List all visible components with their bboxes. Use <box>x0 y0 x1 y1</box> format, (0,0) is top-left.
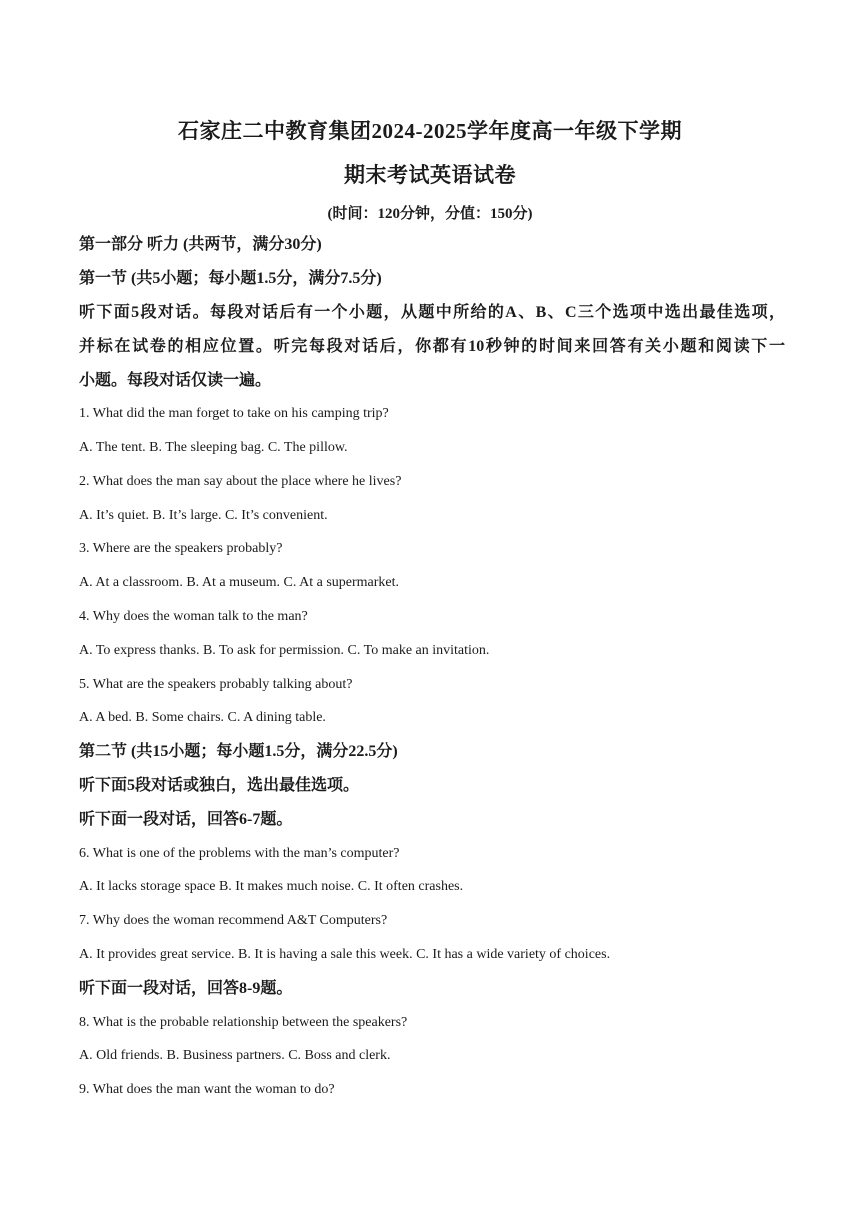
question-1-options: A. The tent. B. The sleeping bag. C. The pillow. <box>79 440 348 455</box>
question-group-6-7-label: 听下面一段对话，回答6-7题。 <box>79 811 293 828</box>
section1-heading: 第一节 (共5小题；每小题1.5分，满分7.5分) <box>79 270 382 287</box>
question-8-stem: 8. What is the probable relationship between the speakers? <box>79 1015 408 1030</box>
question-6-stem: 6. What is one of the problems with the man’s computer? <box>79 846 400 861</box>
exam-title-line2: 期末考试英语试卷 <box>344 163 516 187</box>
section1-instructions-line3: 小题。每段对话仅读一遍。 <box>79 372 272 389</box>
question-7-stem: 7. Why does the woman recommend A&T Computers? <box>79 913 388 928</box>
question-2-stem: 2. What does the man say about the place where he lives? <box>79 474 402 489</box>
question-4-stem: 4. Why does the woman talk to the man? <box>79 609 308 624</box>
section1-instructions-line2: 并标在试卷的相应位置。听完每段对话后，你都有10秒钟的时间来回答有关小题和阅读下一 <box>79 338 785 355</box>
exam-time-score-info: (时间：120分钟，分值：150分) <box>327 206 533 222</box>
question-8-options: A. Old friends. B. Business partners. C. Boss and clerk. <box>79 1048 391 1063</box>
section2-instructions: 听下面5段对话或独白，选出最佳选项。 <box>79 777 360 794</box>
question-4-options: A. To express thanks. B. To ask for permission. C. To make an invitation. <box>79 643 490 658</box>
question-7-options: A. It provides great service. B. It is having a sale this week. C. It has a wide variety of choices. <box>79 947 611 962</box>
part1-heading: 第一部分 听力 (共两节，满分30分) <box>79 236 322 253</box>
question-9-stem: 9. What does the man want the woman to do? <box>79 1082 335 1097</box>
question-6-options: A. It lacks storage space B. It makes much noise. C. It often crashes. <box>79 879 464 894</box>
question-3-options: A. At a classroom. B. At a museum. C. At a supermarket. <box>79 575 400 590</box>
question-3-stem: 3. Where are the speakers probably? <box>79 541 283 556</box>
section2-heading: 第二节 (共15小题；每小题1.5分，满分22.5分) <box>79 743 398 760</box>
question-2-options: A. It’s quiet. B. It’s large. C. It’s convenient. <box>79 508 328 523</box>
question-5-stem: 5. What are the speakers probably talking about? <box>79 677 353 692</box>
question-5-options: A. A bed. B. Some chairs. C. A dining table. <box>79 710 326 725</box>
question-group-8-9-label: 听下面一段对话，回答8-9题。 <box>79 980 293 997</box>
section1-instructions-line1: 听下面5段对话。每段对话后有一个小题，从题中所给的A、B、C三个选项中选出最佳选项， <box>79 304 785 321</box>
exam-title-line1: 石家庄二中教育集团2024-2025学年度高一年级下学期 <box>178 119 682 143</box>
question-1-stem: 1. What did the man forget to take on his camping trip? <box>79 406 389 421</box>
